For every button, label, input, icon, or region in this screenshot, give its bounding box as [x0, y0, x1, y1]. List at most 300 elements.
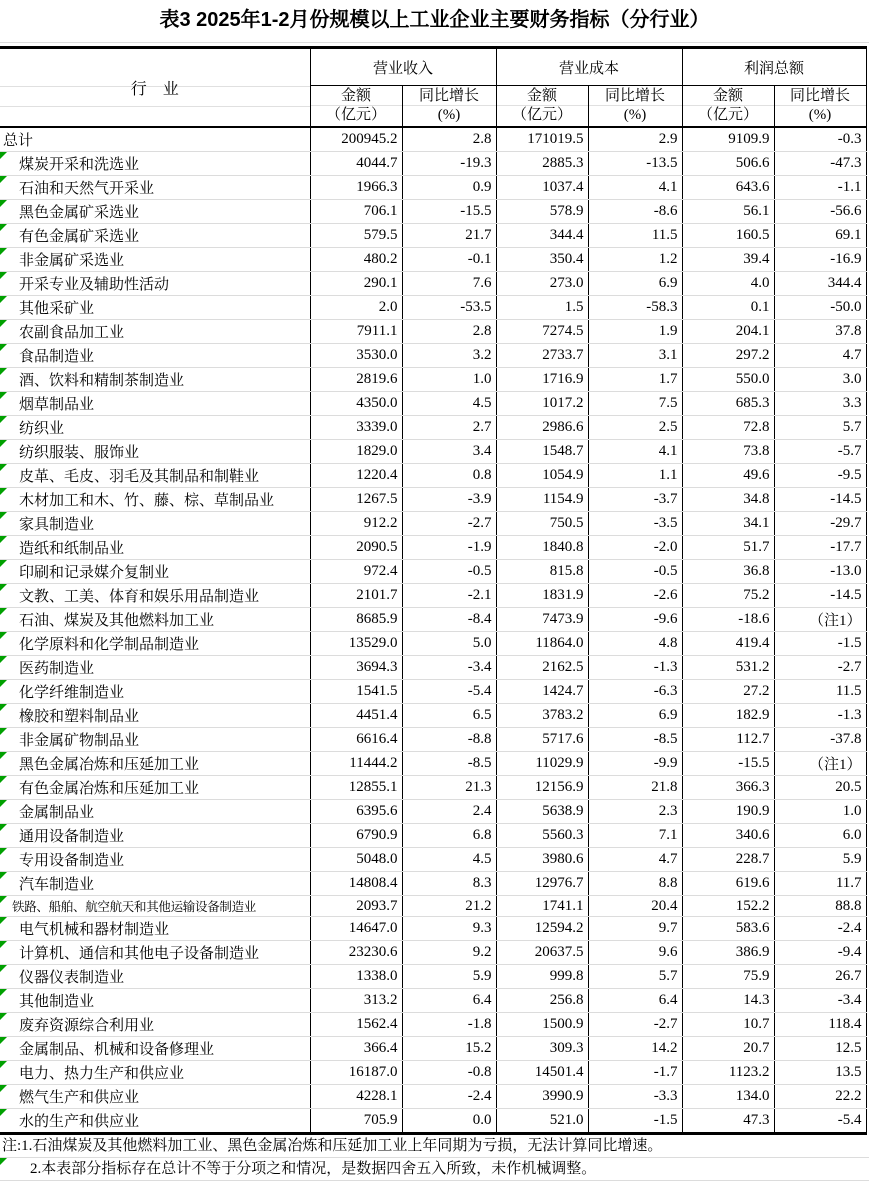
cell-flag-icon	[0, 941, 7, 948]
profit-growth-cell: 13.5	[774, 1061, 866, 1085]
revenue-growth-cell: -53.5	[402, 296, 496, 320]
cell-flag-icon	[0, 1109, 7, 1116]
revenue-amount-cell: 972.4	[310, 560, 402, 584]
cell-flag-icon	[0, 488, 7, 495]
industry-cell	[0, 560, 310, 584]
cost-growth-cell: 11.5	[588, 224, 682, 248]
cost-growth-cell: 14.2	[588, 1037, 682, 1061]
industry-name: 黑色金属矿采选业	[19, 205, 140, 221]
profit-growth-cell: 69.1	[774, 224, 866, 248]
cost-amount-cell: 5717.6	[496, 728, 588, 752]
industry-name: 煤炭开采和洗选业	[19, 157, 140, 173]
cost-amount-cell: 5638.9	[496, 800, 588, 824]
revenue-growth-cell: -15.5	[402, 200, 496, 224]
table-row	[0, 1109, 866, 1134]
footnote-2-text: 2.本表部分指标存在总计不等于分项之和情况，是数据四舍五入所致，未作机械调整。	[30, 1161, 597, 1177]
revenue-amount-cell: 14647.0	[310, 917, 402, 941]
industry-name: 有色金属冶炼和压延加工业	[19, 781, 200, 797]
revenue-amount-cell: 3530.0	[310, 344, 402, 368]
table-row	[0, 272, 866, 296]
revenue-growth-cell: 1.0	[402, 368, 496, 392]
cost-growth-cell: 1.1	[588, 464, 682, 488]
revenue-amount-cell: 705.9	[310, 1109, 402, 1134]
profit-amount-cell: 134.0	[682, 1085, 774, 1109]
industry-name: 其他采矿业	[19, 301, 95, 317]
profit-amount-cell: 14.3	[682, 989, 774, 1013]
revenue-growth-cell: -1.8	[402, 1013, 496, 1037]
profit-growth-cell: -9.4	[774, 941, 866, 965]
revenue-growth-cell: -0.1	[402, 248, 496, 272]
profit-amount-cell: 204.1	[682, 320, 774, 344]
industry-cell	[0, 512, 310, 536]
industry-name: 化学原料和化学制品制造业	[19, 637, 200, 653]
cost-amount-cell: 578.9	[496, 200, 588, 224]
cost-amount-cell: 309.3	[496, 1037, 588, 1061]
profit-amount-cell: 550.0	[682, 368, 774, 392]
revenue-amount-cell: 3694.3	[310, 656, 402, 680]
table-row	[0, 608, 866, 632]
table-title: 表3 2025年1-2月份规模以上工业企业主要财务指标（分行业）	[0, 0, 869, 43]
revenue-amount-cell: 912.2	[310, 512, 402, 536]
industry-name: 石油、煤炭及其他燃料加工业	[19, 613, 215, 629]
industry-cell	[0, 584, 310, 608]
profit-amount-cell: 75.2	[682, 584, 774, 608]
industry-name: 其他制造业	[19, 994, 95, 1010]
industry-name: 医药制造业	[19, 661, 95, 677]
cell-flag-icon	[0, 416, 7, 423]
profit-amount-cell: 190.9	[682, 800, 774, 824]
financial-indicators-table	[0, 46, 867, 1135]
table-row	[0, 176, 866, 200]
profit-growth-cell: （注1）	[774, 752, 866, 776]
industry-name: 纺织业	[19, 421, 65, 437]
profit-amount-cell: 112.7	[682, 728, 774, 752]
revenue-growth-cell: 6.5	[402, 704, 496, 728]
profit-amount-cell: 685.3	[682, 392, 774, 416]
cost-amount-cell: 1424.7	[496, 680, 588, 704]
revenue-amount-cell: 4451.4	[310, 704, 402, 728]
cost-growth-cell: -58.3	[588, 296, 682, 320]
cost-amount-cell: 1500.9	[496, 1013, 588, 1037]
industry-cell	[0, 127, 310, 152]
revenue-amount-cell: 579.5	[310, 224, 402, 248]
footnote-2	[0, 1158, 869, 1181]
footnotes	[0, 1135, 869, 1181]
industry-name: 石油和天然气开采业	[19, 181, 155, 197]
table-row	[0, 248, 866, 272]
industry-name: 废弃资源综合利用业	[19, 1018, 155, 1034]
industry-name: 专用设备制造业	[19, 853, 125, 869]
profit-growth-cell: -3.4	[774, 989, 866, 1013]
industry-name: 化学纤维制造业	[19, 685, 125, 701]
amount-unit: （亿元）	[512, 107, 573, 123]
table-row	[0, 224, 866, 248]
profit-amount-cell: 1123.2	[682, 1061, 774, 1085]
profit-amount-cell: 47.3	[682, 1109, 774, 1134]
revenue-growth-cell: 21.2	[402, 896, 496, 917]
profit-amount-cell: 297.2	[682, 344, 774, 368]
industry-cell	[0, 776, 310, 800]
industry-name: 开采专业及辅助性活动	[19, 277, 170, 293]
cost-growth-cell: 4.1	[588, 440, 682, 464]
industry-name: 铁路、船舶、航空航天和其他运输设备制造业	[12, 900, 257, 914]
table-row	[0, 896, 866, 917]
table-row	[0, 752, 866, 776]
profit-amount-cell: 366.3	[682, 776, 774, 800]
revenue-growth-cell: 0.8	[402, 464, 496, 488]
revenue-growth-cell: -8.5	[402, 752, 496, 776]
industry-cell	[0, 848, 310, 872]
growth-label: 同比增长	[790, 88, 851, 104]
table-row	[0, 1037, 866, 1061]
growth-label: 同比增长	[605, 88, 666, 104]
cost-growth-cell: 4.7	[588, 848, 682, 872]
cell-flag-icon	[0, 320, 7, 327]
profit-amount-cell: 39.4	[682, 248, 774, 272]
footnote-1: 注:1.石油煤炭及其他燃料加工业、黑色金属冶炼和压延加工业上年同期为亏损，无法计算同比增速。	[0, 1135, 869, 1158]
profit-growth-cell: 344.4	[774, 272, 866, 296]
cell-flag-icon	[0, 200, 7, 207]
group-header-operating-cost: 营业成本	[496, 48, 682, 86]
industry-cell	[0, 1037, 310, 1061]
cell-flag-icon	[0, 728, 7, 735]
revenue-growth-cell: 21.7	[402, 224, 496, 248]
revenue-amount-cell: 4044.7	[310, 152, 402, 176]
cost-growth-cell: -3.5	[588, 512, 682, 536]
cost-amount-cell: 2885.3	[496, 152, 588, 176]
revenue-growth-cell: 0.9	[402, 176, 496, 200]
industry-cell	[0, 608, 310, 632]
industry-cell	[0, 917, 310, 941]
revenue-growth-cell: 8.3	[402, 872, 496, 896]
revenue-amount-cell: 2090.5	[310, 536, 402, 560]
industry-cell	[0, 536, 310, 560]
profit-growth-cell: 3.0	[774, 368, 866, 392]
amount-unit: （亿元）	[698, 107, 759, 123]
revenue-growth-cell: 9.3	[402, 917, 496, 941]
profit-amount-cell: 506.6	[682, 152, 774, 176]
profit-amount-cell: -15.5	[682, 752, 774, 776]
revenue-amount-cell: 16187.0	[310, 1061, 402, 1085]
table-row	[0, 320, 866, 344]
cost-amount-cell: 750.5	[496, 512, 588, 536]
revenue-amount-cell: 6790.9	[310, 824, 402, 848]
profit-amount-cell: 152.2	[682, 896, 774, 917]
profit-growth-cell: -1.3	[774, 704, 866, 728]
profit-growth-cell: 6.0	[774, 824, 866, 848]
cost-amount-cell: 344.4	[496, 224, 588, 248]
industry-name: 烟草制品业	[19, 397, 95, 413]
revenue-amount-cell: 1966.3	[310, 176, 402, 200]
industry-cell	[0, 200, 310, 224]
table-row	[0, 584, 866, 608]
profit-growth-cell: -5.4	[774, 1109, 866, 1134]
cell-flag-icon	[0, 704, 7, 711]
profit-growth-cell: -50.0	[774, 296, 866, 320]
industry-cell	[0, 941, 310, 965]
cost-amount-cell: 1054.9	[496, 464, 588, 488]
revenue-amount-cell: 1338.0	[310, 965, 402, 989]
cost-growth-cell: 9.7	[588, 917, 682, 941]
revenue-growth-cell: -2.4	[402, 1085, 496, 1109]
cost-growth-cell: -6.3	[588, 680, 682, 704]
cost-growth-cell: 2.9	[588, 127, 682, 152]
table-row	[0, 416, 866, 440]
cell-flag-icon	[0, 800, 7, 807]
profit-growth-cell: -56.6	[774, 200, 866, 224]
industry-cell	[0, 800, 310, 824]
revenue-growth-cell: 3.4	[402, 440, 496, 464]
industry-name: 黑色金属冶炼和压延加工业	[19, 757, 200, 773]
subheader-revenue-amount	[310, 86, 402, 128]
cell-flag-icon	[0, 1158, 7, 1165]
revenue-amount-cell: 8685.9	[310, 608, 402, 632]
cost-growth-cell: -1.3	[588, 656, 682, 680]
cost-growth-cell: -9.6	[588, 608, 682, 632]
profit-amount-cell: 9109.9	[682, 127, 774, 152]
cell-flag-icon	[0, 224, 7, 231]
profit-amount-cell: 0.1	[682, 296, 774, 320]
revenue-amount-cell: 14808.4	[310, 872, 402, 896]
profit-amount-cell: 619.6	[682, 872, 774, 896]
industry-name: 文教、工美、体育和娱乐用品制造业	[19, 589, 260, 605]
revenue-amount-cell: 5048.0	[310, 848, 402, 872]
table-row	[0, 464, 866, 488]
revenue-growth-cell: 5.9	[402, 965, 496, 989]
cost-growth-cell: 4.8	[588, 632, 682, 656]
profit-amount-cell: 340.6	[682, 824, 774, 848]
revenue-growth-cell: 6.4	[402, 989, 496, 1013]
industry-name: 农副食品加工业	[19, 325, 125, 341]
profit-amount-cell: 75.9	[682, 965, 774, 989]
group-header-total-profit: 利润总额	[682, 48, 866, 86]
industry-cell	[0, 728, 310, 752]
table-row	[0, 965, 866, 989]
cell-flag-icon	[0, 656, 7, 663]
cell-flag-icon	[0, 392, 7, 399]
profit-growth-cell: 26.7	[774, 965, 866, 989]
group-header-operating-revenue: 营业收入	[310, 48, 496, 86]
profit-amount-cell: -18.6	[682, 608, 774, 632]
cell-flag-icon	[0, 560, 7, 567]
table-row	[0, 848, 866, 872]
profit-growth-cell: 11.7	[774, 872, 866, 896]
industry-cell	[0, 272, 310, 296]
profit-growth-cell: 5.9	[774, 848, 866, 872]
cost-growth-cell: -2.7	[588, 1013, 682, 1037]
table-row	[0, 440, 866, 464]
table-row	[0, 656, 866, 680]
profit-amount-cell: 20.7	[682, 1037, 774, 1061]
revenue-amount-cell: 1220.4	[310, 464, 402, 488]
cost-growth-cell: -3.3	[588, 1085, 682, 1109]
cell-flag-icon	[0, 1037, 7, 1044]
cost-amount-cell: 171019.5	[496, 127, 588, 152]
industry-cell	[0, 752, 310, 776]
cost-growth-cell: -3.7	[588, 488, 682, 512]
cost-amount-cell: 3783.2	[496, 704, 588, 728]
profit-growth-cell: 11.5	[774, 680, 866, 704]
profit-amount-cell: 34.8	[682, 488, 774, 512]
cell-flag-icon	[0, 1013, 7, 1020]
cost-amount-cell: 11029.9	[496, 752, 588, 776]
revenue-growth-cell: 2.8	[402, 320, 496, 344]
cell-flag-icon	[0, 752, 7, 759]
amount-unit: （亿元）	[325, 107, 386, 123]
cost-growth-cell: 6.9	[588, 272, 682, 296]
table-row	[0, 296, 866, 320]
revenue-amount-cell: 706.1	[310, 200, 402, 224]
industry-name: 印刷和记录媒介复制业	[19, 565, 170, 581]
industry-cell	[0, 368, 310, 392]
revenue-amount-cell: 480.2	[310, 248, 402, 272]
amount-label: 金额	[527, 88, 558, 104]
revenue-growth-cell: -5.4	[402, 680, 496, 704]
revenue-growth-cell: -3.9	[402, 488, 496, 512]
revenue-amount-cell: 2819.6	[310, 368, 402, 392]
cost-growth-cell: 8.8	[588, 872, 682, 896]
profit-amount-cell: 643.6	[682, 176, 774, 200]
header-group-row	[0, 48, 866, 86]
industry-name: 橡胶和塑料制品业	[19, 709, 140, 725]
cost-amount-cell: 273.0	[496, 272, 588, 296]
profit-amount-cell: 72.8	[682, 416, 774, 440]
cost-amount-cell: 7473.9	[496, 608, 588, 632]
cost-growth-cell: 3.1	[588, 344, 682, 368]
cost-growth-cell: -2.0	[588, 536, 682, 560]
cell-flag-icon	[0, 896, 7, 903]
cost-growth-cell: -0.5	[588, 560, 682, 584]
cost-amount-cell: 1017.2	[496, 392, 588, 416]
profit-growth-cell: -17.7	[774, 536, 866, 560]
cost-growth-cell: 6.9	[588, 704, 682, 728]
cost-amount-cell: 7274.5	[496, 320, 588, 344]
table-row	[0, 872, 866, 896]
cost-growth-cell: -9.9	[588, 752, 682, 776]
growth-unit: (%)	[808, 107, 832, 123]
cell-flag-icon	[0, 989, 7, 996]
subheader-profit-amount	[682, 86, 774, 128]
table-row	[0, 800, 866, 824]
industry-column-header: 行 业	[0, 48, 310, 128]
industry-name: 食品制造业	[19, 349, 95, 365]
profit-amount-cell: 73.8	[682, 440, 774, 464]
industry-name: 纺织服装、服饰业	[19, 445, 140, 461]
cell-flag-icon	[0, 272, 7, 279]
cost-growth-cell: 21.8	[588, 776, 682, 800]
revenue-amount-cell: 6395.6	[310, 800, 402, 824]
industry-cell	[0, 440, 310, 464]
industry-name: 电气机械和器材制造业	[19, 922, 170, 938]
cost-growth-cell: 1.2	[588, 248, 682, 272]
revenue-amount-cell: 313.2	[310, 989, 402, 1013]
table-row	[0, 1013, 866, 1037]
cost-amount-cell: 14501.4	[496, 1061, 588, 1085]
revenue-amount-cell: 7911.1	[310, 320, 402, 344]
table-row	[0, 560, 866, 584]
industry-name: 非金属矿物制品业	[19, 733, 140, 749]
profit-amount-cell: 419.4	[682, 632, 774, 656]
amount-label: 金额	[340, 88, 371, 104]
revenue-amount-cell: 23230.6	[310, 941, 402, 965]
table-row	[0, 152, 866, 176]
cost-growth-cell: -1.5	[588, 1109, 682, 1134]
revenue-growth-cell: 2.7	[402, 416, 496, 440]
cost-amount-cell: 1037.4	[496, 176, 588, 200]
cell-flag-icon	[0, 680, 7, 687]
revenue-growth-cell: 15.2	[402, 1037, 496, 1061]
revenue-growth-cell: 4.5	[402, 848, 496, 872]
industry-cell	[0, 680, 310, 704]
industry-cell	[0, 464, 310, 488]
revenue-amount-cell: 1267.5	[310, 488, 402, 512]
industry-cell	[0, 965, 310, 989]
revenue-growth-cell: 9.2	[402, 941, 496, 965]
revenue-amount-cell: 3339.0	[310, 416, 402, 440]
profit-growth-cell: -13.0	[774, 560, 866, 584]
cost-growth-cell: 5.7	[588, 965, 682, 989]
revenue-growth-cell: 3.2	[402, 344, 496, 368]
industry-name: 非金属矿采选业	[19, 253, 125, 269]
growth-label: 同比增长	[419, 88, 480, 104]
table-row	[0, 680, 866, 704]
cost-amount-cell: 1.5	[496, 296, 588, 320]
profit-growth-cell: -1.1	[774, 176, 866, 200]
revenue-amount-cell: 4228.1	[310, 1085, 402, 1109]
cell-flag-icon	[0, 608, 7, 615]
profit-amount-cell: 531.2	[682, 656, 774, 680]
revenue-amount-cell: 6616.4	[310, 728, 402, 752]
profit-growth-cell: 1.0	[774, 800, 866, 824]
revenue-amount-cell: 366.4	[310, 1037, 402, 1061]
profit-growth-cell: -47.3	[774, 152, 866, 176]
revenue-amount-cell: 2093.7	[310, 896, 402, 917]
industry-cell	[0, 176, 310, 200]
cost-growth-cell: -13.5	[588, 152, 682, 176]
industry-name: 家具制造业	[19, 517, 95, 533]
industry-cell	[0, 656, 310, 680]
subheader-cost-amount	[496, 86, 588, 128]
industry-name: 电力、热力生产和供应业	[19, 1066, 185, 1082]
profit-growth-cell: -29.7	[774, 512, 866, 536]
cost-growth-cell: 4.1	[588, 176, 682, 200]
subheader-cost-growth	[588, 86, 682, 128]
subheader-revenue-growth	[402, 86, 496, 128]
table-row	[0, 941, 866, 965]
industry-cell	[0, 704, 310, 728]
cost-growth-cell: -1.7	[588, 1061, 682, 1085]
profit-amount-cell: 27.2	[682, 680, 774, 704]
table-row	[0, 200, 866, 224]
cost-amount-cell: 350.4	[496, 248, 588, 272]
table-row	[0, 368, 866, 392]
cell-flag-icon	[0, 176, 7, 183]
revenue-growth-cell: -2.7	[402, 512, 496, 536]
table-row	[0, 824, 866, 848]
table-row	[0, 512, 866, 536]
table-row	[0, 917, 866, 941]
industry-cell	[0, 632, 310, 656]
revenue-growth-cell: 2.4	[402, 800, 496, 824]
cost-amount-cell: 521.0	[496, 1109, 588, 1134]
cell-flag-icon	[0, 536, 7, 543]
profit-amount-cell: 49.6	[682, 464, 774, 488]
cell-flag-icon	[0, 248, 7, 255]
profit-amount-cell: 36.8	[682, 560, 774, 584]
cost-amount-cell: 1154.9	[496, 488, 588, 512]
profit-amount-cell: 182.9	[682, 704, 774, 728]
cost-amount-cell: 20637.5	[496, 941, 588, 965]
